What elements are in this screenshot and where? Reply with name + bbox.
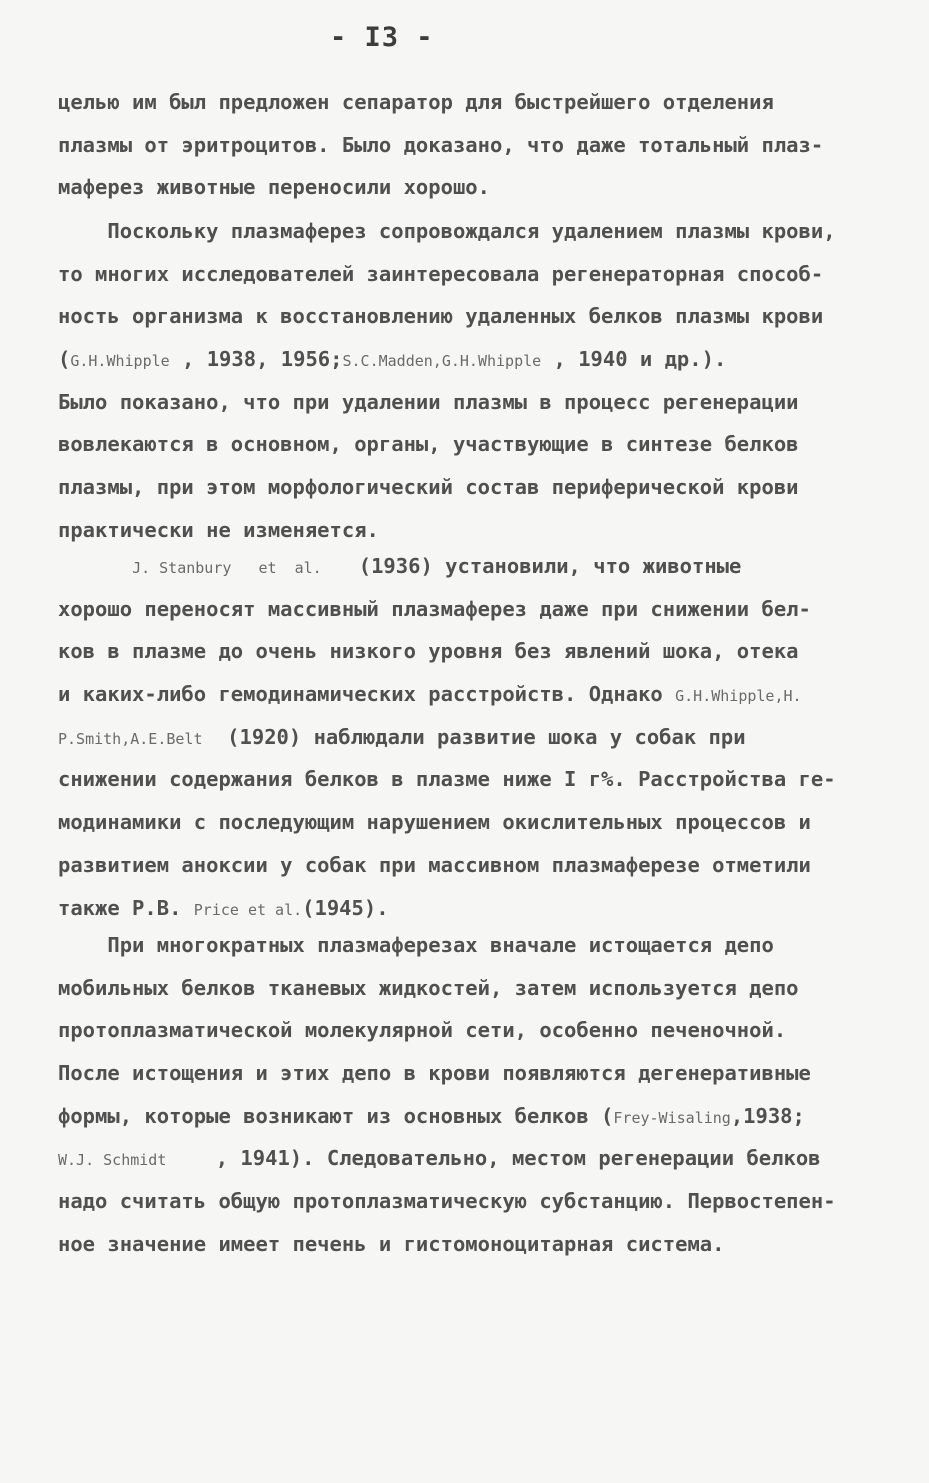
text-segment: то многих исследователей заинтересовала регенераторная способ- <box>58 261 824 286</box>
text-segment: ность организма к восстановлению удаленных белков плазмы крови <box>58 304 824 329</box>
paragraph-1 <box>58 81 878 209</box>
text-line <box>58 338 878 381</box>
text-segment: вовлекаются в основном, органы, участвующие в синтезе белков <box>58 432 799 457</box>
paragraph-3 <box>58 545 878 929</box>
text-segment: формы, которые возникают из основных белков ( <box>58 1103 614 1128</box>
text-line <box>58 124 878 167</box>
text-segment <box>58 554 132 578</box>
text-line <box>58 844 878 887</box>
text-line <box>58 1095 878 1138</box>
text-segment: (1920) наблюдали развитие шока у собак при <box>202 724 746 749</box>
text-line <box>58 545 878 588</box>
text-line <box>58 81 878 124</box>
paragraph-4 <box>58 924 878 1266</box>
text-line <box>58 253 878 296</box>
text-segment: маферез животные переносили хорошо. <box>58 175 490 200</box>
text-segment: ( <box>58 347 71 372</box>
text-line <box>58 924 878 967</box>
text-segment: При многократных плазмаферезах вначале истощается депо <box>58 933 774 957</box>
text-line <box>58 887 878 930</box>
citation-author: S.C.Madden,G.H.Whipple <box>342 352 542 371</box>
text-segment: (1936) установили, что животные <box>321 554 742 578</box>
text-segment: практически не изменяется. <box>58 517 379 542</box>
page-number: - I3 - <box>330 22 434 53</box>
text-line <box>58 967 878 1010</box>
text-segment: (1945). <box>302 895 389 920</box>
text-segment: плазмы, при этом морфологический состав периферической крови <box>58 475 799 500</box>
citation-author: J. Stanbury et al. <box>132 559 322 577</box>
text-segment: , 1938, 1956; <box>169 347 343 372</box>
text-line <box>58 466 878 509</box>
text-segment: целью им был предложен сепаратор для быстрейшего отделения <box>58 90 774 114</box>
citation-author: G.H.Whipple,H. <box>675 687 802 706</box>
text-segment: хорошо переносят массивный плазмаферез даже при снижении бел- <box>58 596 811 621</box>
text-segment: Было показано, что при удалении плазмы в процесс регенерации <box>58 389 799 414</box>
text-line <box>58 295 878 338</box>
text-segment: и каких-либо гемодинамических расстройств. Однако <box>58 682 676 707</box>
text-line <box>58 210 878 253</box>
citation-author: W.J. Schmidt <box>58 1151 167 1170</box>
text-segment: , 1941). Следовательно, местом регенерации белков <box>166 1146 821 1171</box>
text-line <box>58 630 878 673</box>
text-segment: модинамики с последующим нарушением окислительных процессов и <box>58 810 811 835</box>
text-line <box>58 1223 878 1266</box>
text-segment: мобильных белков тканевых жидкостей, затем используется депо <box>58 975 799 1000</box>
text-segment: ков в плазме до очень низкого уровня без явлений шока, отека <box>58 639 799 664</box>
text-line <box>58 381 878 424</box>
text-line <box>58 1137 878 1180</box>
text-segment: также P.B. <box>58 895 194 920</box>
citation-author: G.H.Whipple <box>70 352 170 371</box>
text-segment: надо считать общую протоплазматическую субстанцию. Первостепен- <box>58 1189 836 1214</box>
text-line <box>58 716 878 759</box>
text-line <box>58 588 878 631</box>
text-line <box>58 1052 878 1095</box>
paragraph-2 <box>58 210 878 552</box>
citation-author: Price et al. <box>193 900 303 919</box>
text-segment: , 1940 и др.). <box>541 347 727 372</box>
citation-author: P.Smith,A.E.Belt <box>58 729 203 748</box>
text-segment: плазмы от эритроцитов. Было доказано, что даже тотальный плаз- <box>58 132 824 157</box>
text-line <box>58 673 878 716</box>
text-segment: ное значение имеет печень и гистомоноцитарная система. <box>58 1231 725 1256</box>
citation-author: Frey-Wisaling <box>613 1108 731 1127</box>
text-line <box>58 801 878 844</box>
text-segment: развитием аноксии у собак при массивном плазмаферезе отметили <box>58 852 811 877</box>
text-segment: протоплазматической молекулярной сети, особенно печеночной. <box>58 1018 787 1043</box>
text-segment: ,1938; <box>730 1103 805 1128</box>
text-segment: Поскольку плазмаферез сопровождался удалением плазмы крови, <box>58 219 836 243</box>
text-line <box>58 758 878 801</box>
text-line <box>58 1009 878 1052</box>
text-line <box>58 1180 878 1223</box>
text-line <box>58 166 878 209</box>
text-segment: После истощения и этих депо в крови появляются дегенеративные <box>58 1061 811 1086</box>
text-segment: снижении содержания белков в плазме ниже I г%. Расстройства ге- <box>58 767 836 792</box>
text-line <box>58 423 878 466</box>
